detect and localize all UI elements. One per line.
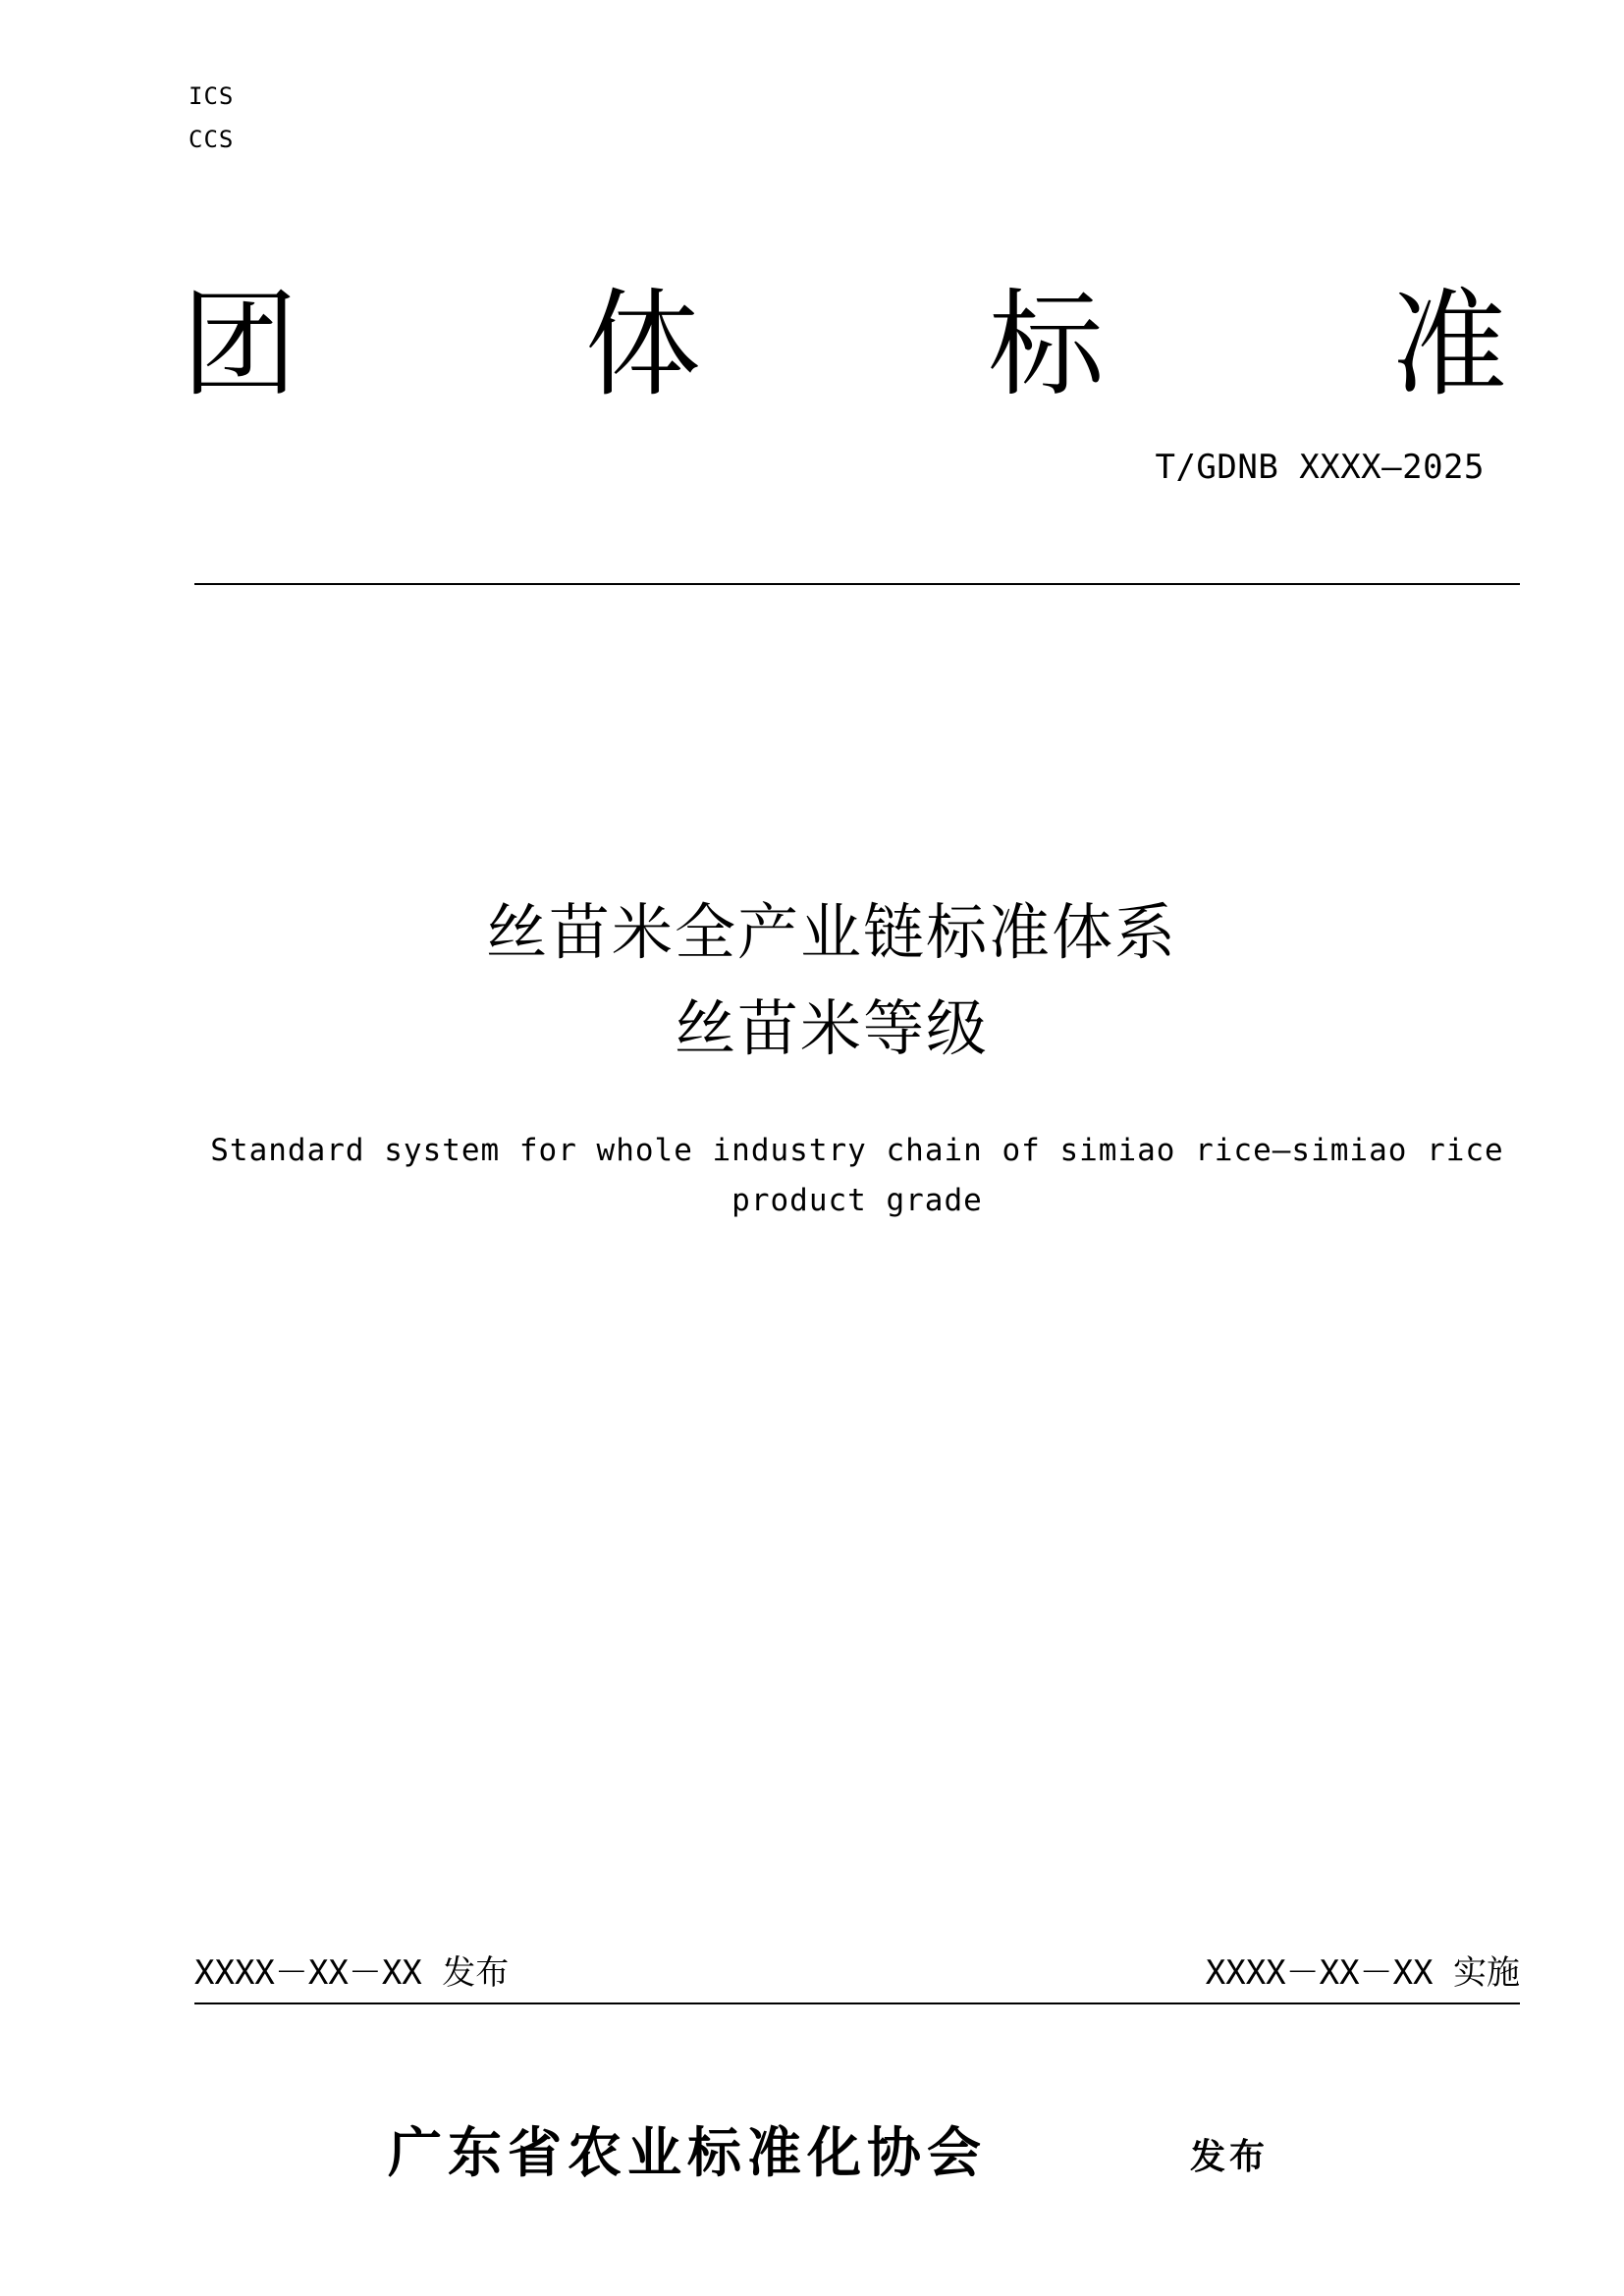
ics-label: ICS [189, 82, 235, 110]
bottom-divider [194, 2002, 1520, 2004]
standard-type-char-3: 标 [988, 277, 1105, 412]
top-divider [194, 583, 1520, 585]
issuing-organization: 广东省农业标准化协会 [388, 2120, 988, 2184]
chinese-title-line-1: 丝苗米全产业链标准体系 [485, 896, 1177, 968]
implement-date: XXXX－XX－XX 实施 [1205, 1953, 1520, 1993]
standard-number: T/GDNB XXXX—2025 [1155, 448, 1485, 487]
standard-type-char-4: 准 [1390, 277, 1507, 412]
english-title-line-2: product grade [731, 1183, 983, 1218]
ccs-label: CCS [189, 126, 235, 153]
english-title-line-1: Standard system for whole industry chain of simiao rice—simiao rice [210, 1133, 1504, 1168]
standard-type-char-1: 团 [182, 277, 298, 412]
standard-type-title [182, 277, 1507, 412]
publish-date: XXXX－XX－XX 发布 [194, 1953, 510, 1993]
chinese-title-line-2: 丝苗米等级 [674, 992, 989, 1064]
issue-label: 发布 [1190, 2136, 1270, 2177]
standard-type-char-2: 体 [584, 277, 701, 412]
